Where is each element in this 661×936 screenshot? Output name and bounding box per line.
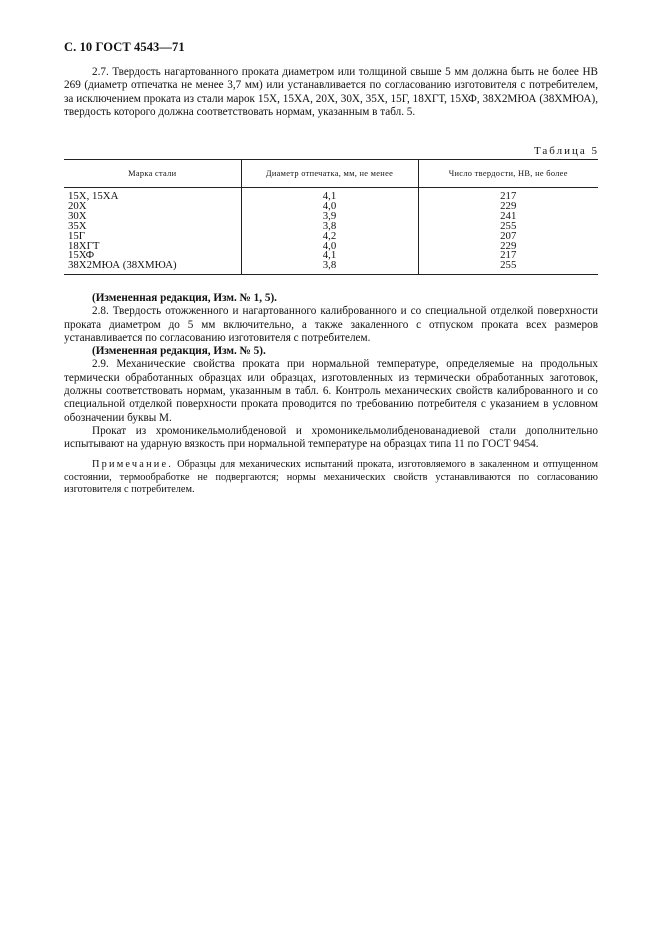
amendment-note-1: (Измененная редакция, Изм. № 1, 5).: [92, 292, 277, 304]
note-label: Примечание.: [92, 459, 174, 470]
note-block: [64, 459, 598, 497]
cell-hardness: 229: [418, 242, 598, 252]
column-header-diameter: Диаметр отпечатка, мм, не менее: [241, 160, 418, 188]
cell-hardness: 241: [418, 212, 598, 222]
cell-hardness: 229: [418, 202, 598, 212]
cell-hardness: 255: [418, 222, 598, 232]
column-header-grade: Марка стали: [64, 160, 241, 188]
cell-diameter: 4,0: [241, 202, 418, 212]
cell-diameter: 4,0: [241, 242, 418, 252]
amendment-note-2: (Измененная редакция, Изм. № 5).: [92, 345, 266, 358]
page-header: С. 10 ГОСТ 4543—71: [64, 40, 185, 54]
cell-diameter: 4,1: [241, 251, 418, 261]
cell-grade: 35Х: [68, 219, 87, 232]
table-header-row: [64, 160, 598, 188]
note-text: Образцы для механических испытаний проката, изготовляемого в закаленном и отпущенном состоянии, термообработке не подвергаются; нормы механических свойств устанавливаются по согласованию изготовителя с потребителем.: [64, 459, 598, 496]
cell-diameter: 4,1: [241, 188, 418, 202]
cell-diameter: 3,9: [241, 212, 418, 222]
cell-hardness: 217: [418, 251, 598, 261]
cell-diameter: 4,2: [241, 232, 418, 242]
cell-diameter: 3,8: [241, 222, 418, 232]
paragraph-2-9: 2.9. Механические свойства проката при нормальной температуре, определяемые на продольных термически обработанных образцах или образцах, изготовленных из термически обработанных заготовок, должны соответствовать нормам, указанным в табл. 6. Контроль механических свойств калиброванного и со специальной отделкой поверхности проката проводится по требованию потребителя с указанием в условном обозначении буквы М.: [64, 358, 598, 424]
cell-grade: 15Г: [68, 229, 86, 242]
cell-grade: 15ХФ: [68, 249, 95, 262]
paragraph-2-7-text: 2.7. Твердость нагартованного проката диаметром или толщиной свыше 5 мм должна быть не более НВ 269 (диаметр отпечатка не менее 3,7 мм) или устанавливается по согласованию изготовителя с потребителем, за исключением проката из стали марок 15Х, 15ХА, 20Х, 30Х, 35Х, 15Г, 18ХГТ, 15ХФ, 38Х2МЮА (38ХМЮА), твердость которого должна соответствовать нормам, указанным в табл. 5.: [64, 66, 598, 118]
table-row: [64, 261, 598, 274]
cell-grade: 18ХГТ: [68, 239, 100, 252]
table-5: [64, 159, 598, 275]
cell-grade: 20Х: [68, 199, 87, 212]
cell-grade: 38Х2МЮА (38ХМЮА): [64, 261, 241, 274]
cell-hardness: 255: [418, 261, 598, 274]
table-5-caption: Таблица 5: [533, 145, 599, 157]
paragraph-impact-test: Прокат из хромоникельмолибденовой и хромоникельмолибденованадиевой стали дополнительно испытывают на ударную вязкость при нормальной температуре на образцах типа 11 по ГОСТ 9454.: [64, 424, 598, 451]
section-2-8-2-9: [64, 292, 598, 452]
paragraph-2-8: 2.8. Твердость отожженного и нагартованного калиброванного и со специальной отделкой поверхности проката диаметром до 5 мм включительно, а также закаленного с отпуском проката всех размеров устанавливается по согласованию изготовителя с потребителем.: [64, 305, 598, 344]
cell-diameter: 3,8: [241, 261, 418, 274]
column-header-hardness: Число твердости, НВ, не более: [418, 160, 598, 188]
cell-grade: 15Х, 15ХА: [68, 190, 119, 202]
paragraph-2-7: [64, 66, 598, 119]
cell-hardness: 207: [418, 232, 598, 242]
cell-hardness: 217: [418, 188, 598, 202]
cell-grade: 30Х: [68, 209, 87, 222]
